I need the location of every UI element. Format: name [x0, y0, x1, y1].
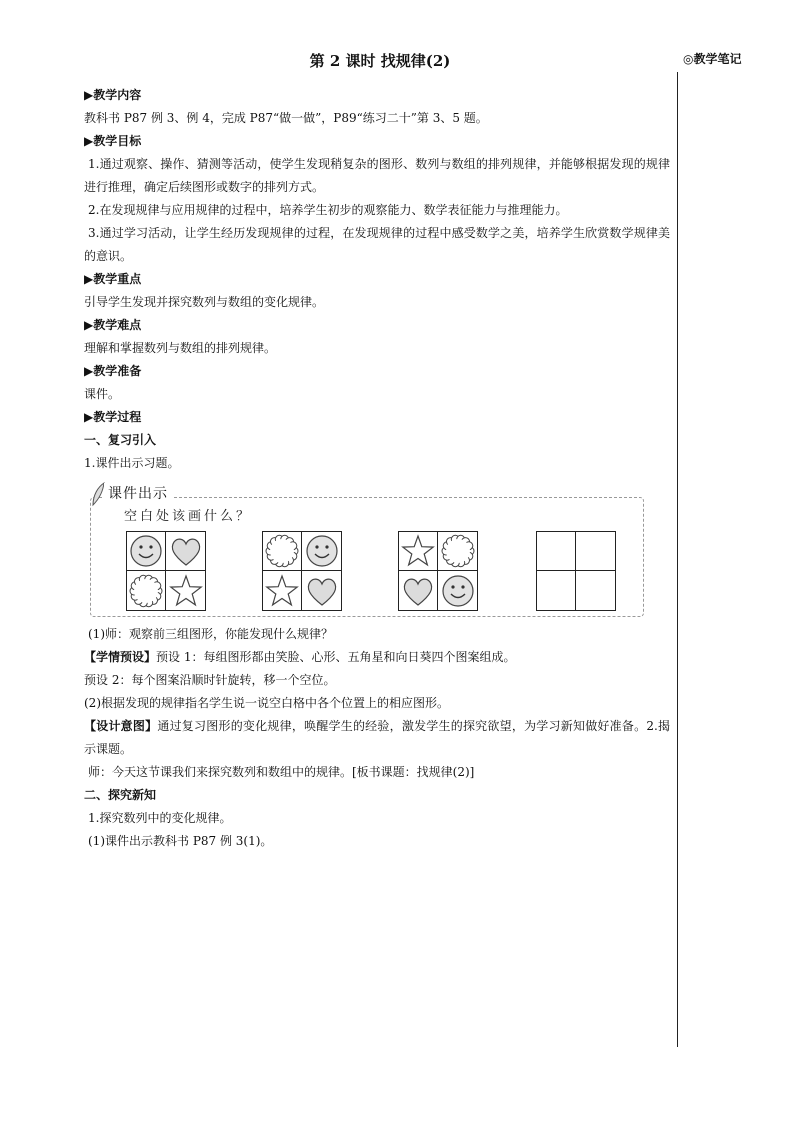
section-heading-process: ▶教学过程 — [84, 410, 142, 424]
design-intent-text: 通过复习图形的变化规律，唤醒学生的经验，激发学生的探究欲望，为学习新知做好准备。2.揭示课题。 — [84, 719, 670, 756]
part-1-heading: 一、复习引入 — [84, 433, 157, 447]
prediction-1: 预设 1：每组图形都由笑脸、心形、五角星和向日葵四个图案组成。 — [156, 650, 516, 664]
empty-cell — [576, 571, 615, 610]
goal-1: 1.通过观察、操作、猜测等活动，使学生发现稍复杂的图形、数列与数组的排列规律，并能够根据发现的规律进行推理，确定后续图形或数字的排列方式。 — [84, 157, 670, 194]
part-2-step-1: 1.探究数列中的变化规律。 — [88, 811, 232, 825]
smiley-icon — [127, 532, 166, 571]
page-title: 第 2 课时 找规律(2) — [309, 52, 451, 70]
empty-cell — [537, 532, 576, 571]
courseware-question: 空白处该画什么？ — [124, 509, 253, 524]
part-2-step-2: (1)课件出示教科书 P87 例 3(1)。 — [88, 834, 273, 848]
sunflower-icon — [263, 532, 302, 571]
part-2-heading: 二、探究新知 — [84, 788, 157, 802]
tag-student-situation: 【学情预设】 — [84, 650, 157, 664]
lesson-body — [84, 84, 670, 853]
part-1-step-1: 1.课件出示习题。 — [84, 456, 180, 470]
question-1: (1)师：观察前三组图形，你能发现什么规律？ — [88, 627, 333, 641]
section-heading-preparation: ▶教学准备 — [84, 364, 142, 378]
heart-icon — [166, 532, 205, 571]
pattern-group-blank — [536, 531, 616, 611]
sunflower-icon — [127, 571, 166, 610]
empty-cell — [537, 571, 576, 610]
smiley-icon — [302, 532, 341, 571]
smiley-icon — [438, 571, 477, 610]
notes-divider-line — [677, 72, 678, 1047]
content-text: 教科书 P87 例 3、例 4，完成 P87“做一做”，P89“练习二十”第 3、5 题。 — [84, 111, 488, 125]
tag-design-intent: 【设计意图】 — [84, 719, 158, 733]
key-text: 引导学生发现并探究数列与数组的变化规律。 — [84, 295, 325, 309]
question-2: (2)根据发现的规律指名学生说一说空白格中各个位置上的相应图形。 — [84, 696, 450, 710]
section-heading-content: ▶教学内容 — [84, 88, 142, 102]
prediction-2: 预设 2：每个图案沿顺时针旋转，移一个空位。 — [84, 673, 336, 687]
star-icon — [263, 571, 302, 610]
pattern-group-3 — [398, 531, 478, 611]
pattern-group-2 — [262, 531, 342, 611]
section-heading-goals: ▶教学目标 — [84, 134, 142, 148]
goal-2: 2.在发现规律与应用规律的过程中，培养学生初步的观察能力、数学表征能力与推理能力。 — [88, 203, 568, 217]
sunflower-icon — [438, 532, 477, 571]
star-icon — [399, 532, 438, 571]
courseware-box — [90, 481, 644, 617]
courseware-label: 课件出示 — [104, 483, 172, 506]
section-heading-difficulty: ▶教学难点 — [84, 318, 142, 332]
pattern-group-1 — [126, 531, 206, 611]
section-heading-key: ▶教学重点 — [84, 272, 142, 286]
heart-icon — [302, 571, 341, 610]
empty-cell — [576, 532, 615, 571]
difficulty-text: 理解和掌握数列与数组的排列规律。 — [84, 341, 277, 355]
star-icon — [166, 571, 205, 610]
preparation-text: 课件。 — [84, 387, 121, 401]
heart-icon — [399, 571, 438, 610]
goal-3: 3.通过学习活动，让学生经历发现规律的过程，在发现规律的过程中感受数学之美，培养学生欣赏数学规律美的意识。 — [84, 226, 670, 263]
teaching-notes-label: ◎教学笔记 — [683, 52, 742, 66]
teacher-statement: 师：今天这节课我们来探究数列和数组中的规律。[板书课题：找规律(2)] — [88, 765, 475, 779]
